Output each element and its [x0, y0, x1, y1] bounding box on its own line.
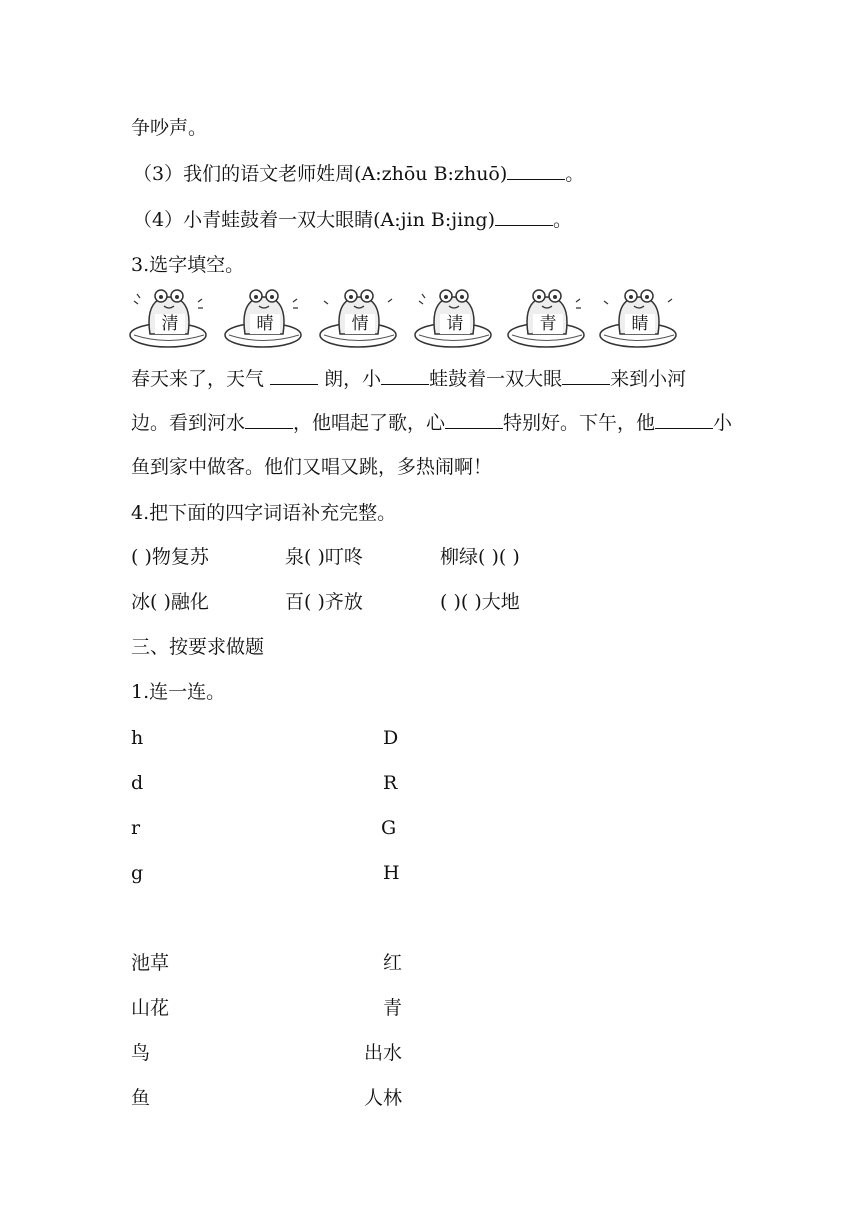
match1-left-item: d — [131, 772, 144, 794]
q3-blank-2[interactable] — [381, 366, 429, 385]
q4-title: 4.把下面的四字词语补充完整。 — [131, 502, 397, 524]
q3-blank-3[interactable] — [562, 366, 610, 385]
q2-item-4-end: 。 — [553, 209, 573, 231]
q3-paragraph-line-2 — [131, 410, 732, 435]
match1-right-item: H — [383, 862, 400, 884]
q4-idiom-4: 冰( )融化 — [131, 591, 209, 613]
q3-p1-text-a: 春天来了，天气 — [131, 368, 271, 390]
match1-left-item: h — [131, 727, 144, 749]
q2-line-continuation — [131, 116, 207, 140]
match1-left-item: r — [131, 817, 141, 839]
match2-right-item: 出水 — [364, 1042, 403, 1064]
q3-paragraph-line-1 — [131, 366, 686, 391]
q3-p1-text-c: 蛙鼓着一双大眼 — [429, 368, 563, 390]
match2-left-item: 鱼 — [131, 1087, 151, 1109]
q3-blank-1[interactable] — [270, 366, 318, 385]
q4-idiom-3: 柳绿( )( ) — [440, 546, 520, 568]
frog-char-5: 青 — [533, 314, 563, 334]
frog-icon-3 — [318, 286, 400, 352]
frog-icon-4 — [413, 286, 495, 352]
q3-title: 3.选字填空。 — [131, 254, 245, 276]
frog-char-3: 情 — [345, 314, 375, 334]
q3-blank-4[interactable] — [245, 410, 293, 429]
q2-item-3-text: （3）我们的语文老师姓周(A:zhōu B:zhuō) — [133, 163, 508, 185]
q2-item-3-blank[interactable] — [507, 161, 565, 180]
frog-icon-1 — [128, 286, 210, 352]
q3-p2-text-d: 小 — [713, 412, 733, 434]
match2-right-item: 青 — [383, 997, 403, 1019]
match2-left-item: 山花 — [131, 997, 170, 1019]
q2-item-3-end: 。 — [565, 163, 585, 185]
q3-paragraph-line-3: 鱼到家中做客。他们又唱又跳，多热闹啊！ — [131, 456, 493, 478]
frog-char-1: 清 — [155, 314, 185, 334]
frog-char-6: 睛 — [625, 314, 655, 334]
q3-blank-5[interactable] — [445, 410, 503, 429]
match2-left-item: 池草 — [131, 952, 170, 974]
s3-q1-title: 1.连一连。 — [131, 681, 226, 703]
q2-item-4 — [133, 207, 572, 232]
frog-icon-6 — [598, 286, 680, 352]
q4-idiom-1: ( )物复苏 — [131, 546, 209, 568]
match1-left-item: g — [131, 862, 144, 884]
q4-idiom-5: 百( )齐放 — [285, 591, 363, 613]
match1-right-item: R — [383, 772, 398, 794]
q3-p2-text-b: ，他唱起了歌，心 — [293, 412, 446, 434]
frog-icon-5 — [506, 286, 588, 352]
frog-char-2: 晴 — [250, 314, 280, 334]
q3-p1-text-d: 来到小河 — [610, 368, 687, 390]
match2-right-item: 红 — [383, 952, 403, 974]
match2-left-item: 鸟 — [131, 1042, 151, 1064]
q4-idiom-2: 泉( )叮咚 — [285, 546, 363, 568]
q3-p1-text-b: 朗，小 — [318, 368, 382, 390]
frog-character-options — [128, 286, 688, 352]
match1-right-item: G — [381, 817, 397, 839]
q4-idiom-6: ( )( )大地 — [440, 591, 520, 613]
frog-char-4: 请 — [440, 314, 470, 334]
match1-right-item: D — [383, 727, 399, 749]
q2-cont-text: 争吵声。 — [131, 117, 208, 139]
q3-p2-text-c: 特别好。下午，他 — [503, 412, 656, 434]
q3-p2-text-a: 边。看到河水 — [131, 412, 246, 434]
match2-right-item: 人林 — [364, 1087, 403, 1109]
frog-icon-2 — [223, 286, 305, 352]
q2-item-4-blank[interactable] — [495, 207, 553, 226]
q2-item-3 — [133, 161, 584, 186]
q3-blank-6[interactable] — [655, 410, 713, 429]
q2-item-4-text: （4）小青蛙鼓着一双大眼睛(A:jin B:jing) — [133, 209, 496, 231]
section-3-title: 三、按要求做题 — [131, 636, 265, 658]
